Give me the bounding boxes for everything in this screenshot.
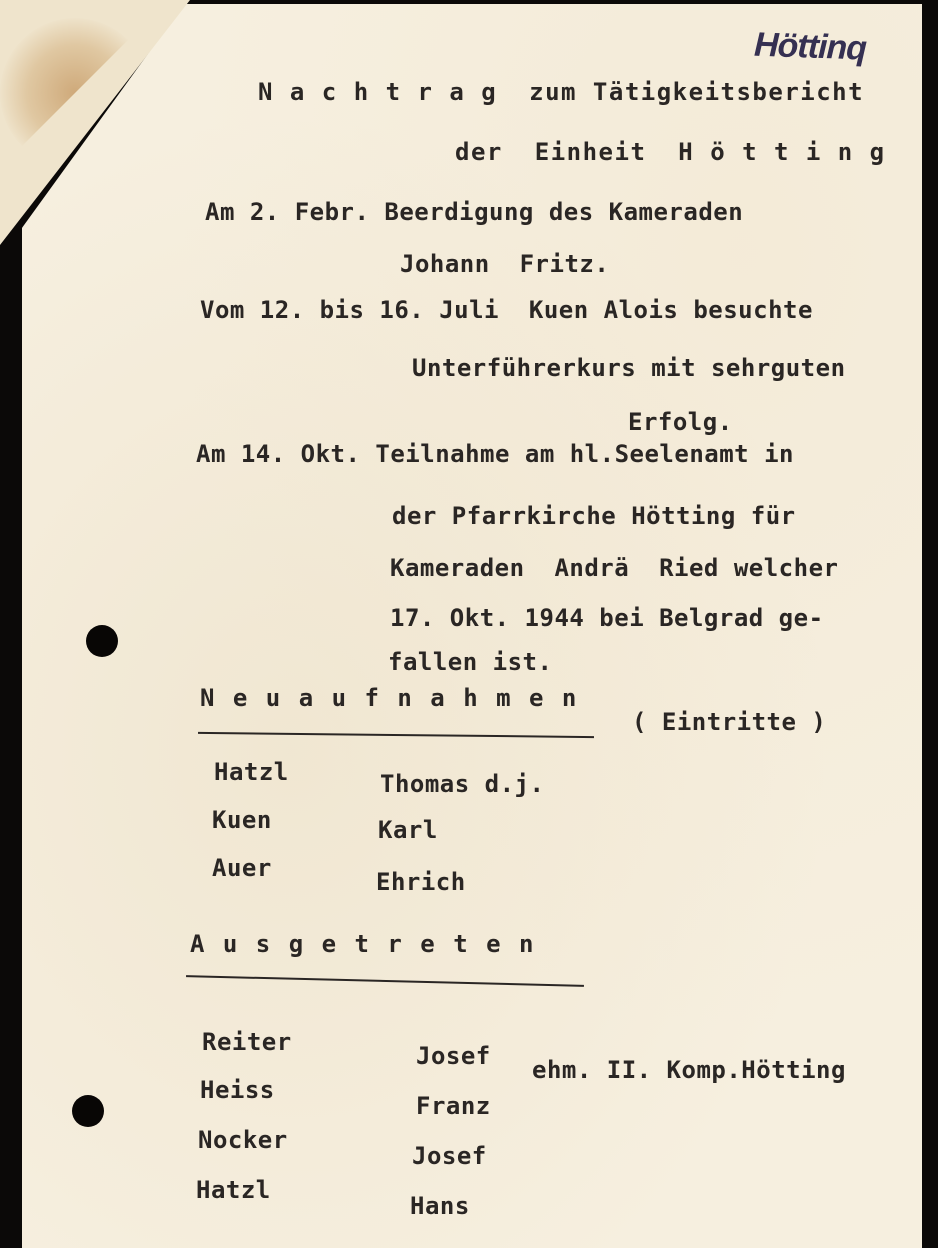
departed-1-note: ehm. II. Komp.Hötting [532, 1056, 846, 1084]
punch-hole-lower [72, 1095, 104, 1127]
departed-3-first-name: Josef [412, 1142, 487, 1170]
entry-2-line-2: Unterführerkurs mit sehrguten [412, 354, 846, 382]
entry-2-lead: Vom 12. bis 16. Juli Kuen Alois besuchte [200, 296, 813, 324]
departed-4-surname: Hatzl [196, 1176, 271, 1204]
departed-1-surname: Reiter [202, 1028, 292, 1056]
departed-heading: A u s g e t r e t e n [190, 930, 536, 958]
departed-2-surname: Heiss [200, 1076, 275, 1104]
entry-3-lead: Am 14. Okt. Teilnahme am hl.Seelenamt in [196, 440, 794, 468]
entry-2-line-3: Erfolg. [628, 408, 733, 436]
departed-1-first-name: Josef [416, 1042, 491, 1070]
new-member-1-surname: Hatzl [214, 758, 289, 786]
new-members-note: ( Eintritte ) [632, 708, 827, 736]
departed-3-surname: Nocker [198, 1126, 288, 1154]
new-member-3-surname: Auer [212, 854, 272, 882]
title-line-1: N a c h t r a g zum Tätigkeitsbericht [258, 78, 865, 106]
new-member-3-first-name: Ehrich [376, 868, 466, 896]
departed-2-first-name: Franz [416, 1092, 491, 1120]
new-member-2-surname: Kuen [212, 806, 272, 834]
entry-3-line-5: fallen ist. [388, 648, 553, 676]
title-line-2: der Einheit H ö t t i n g [455, 138, 886, 166]
new-members-heading: N e u a u f n a h m e n [200, 684, 579, 712]
departed-4-first-name: Hans [410, 1192, 470, 1220]
location-stamp: Höttinq [753, 25, 867, 68]
entry-3-line-3: Kameraden Andrä Ried welcher [390, 554, 839, 582]
entry-1-line-2: Johann Fritz. [400, 250, 610, 278]
entry-1-lead: Am 2. Febr. Beerdigung des Kameraden [205, 198, 744, 226]
entry-3-line-2: der Pfarrkirche Hötting für [392, 502, 796, 530]
punch-hole-upper [86, 625, 118, 657]
new-member-1-first-name: Thomas d.j. [380, 770, 545, 798]
entry-3-line-4: 17. Okt. 1944 bei Belgrad ge- [390, 604, 824, 632]
new-member-2-first-name: Karl [378, 816, 438, 844]
